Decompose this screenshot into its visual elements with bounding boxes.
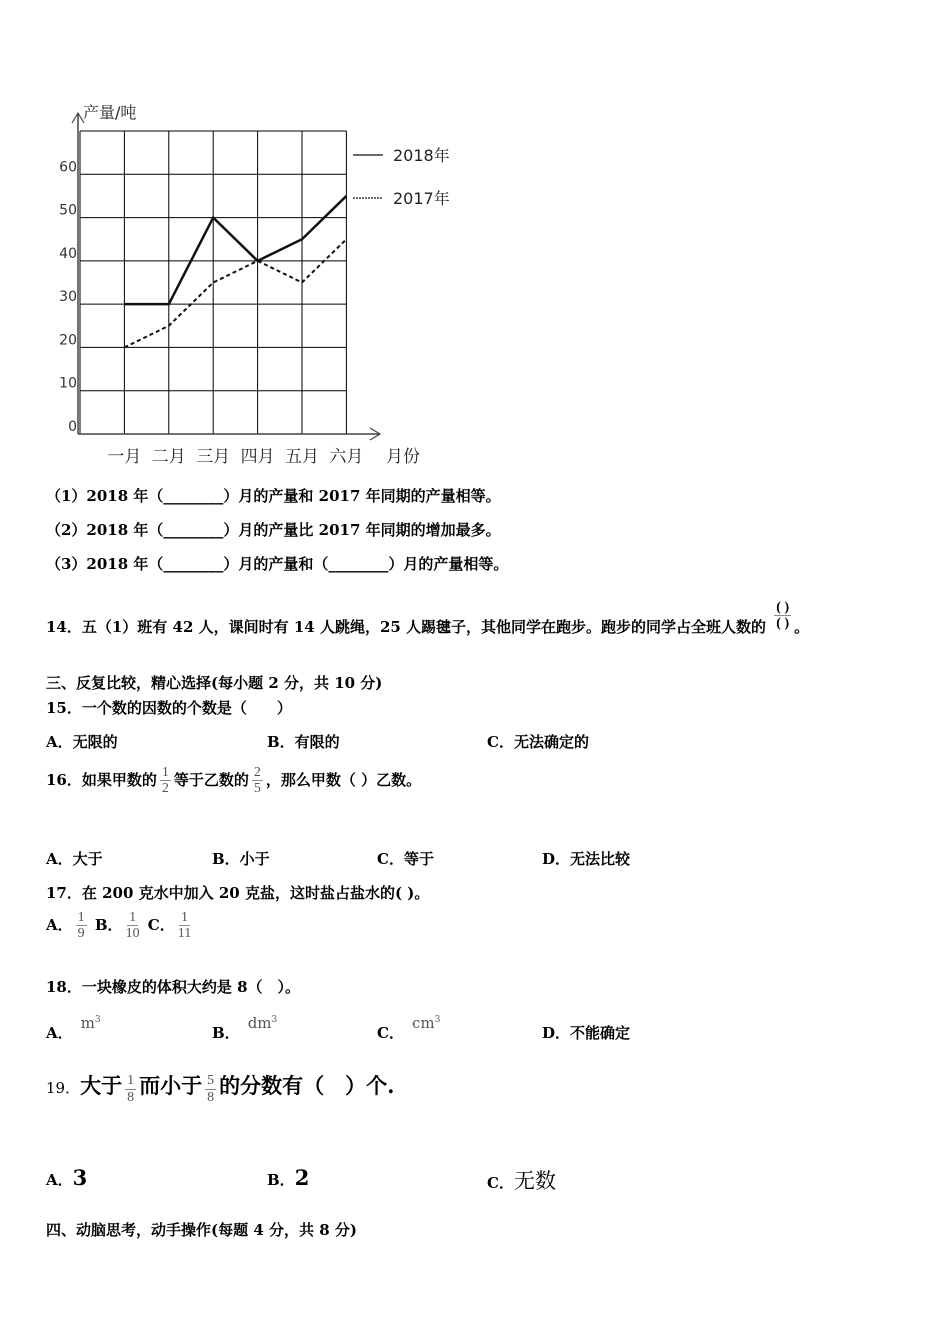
label: B． (267, 1171, 295, 1189)
q19-text: 的分数有（ ）个. (219, 1073, 395, 1098)
numerator: 1 (129, 910, 137, 925)
q17: 17．在 200 克水中加入 20 克盐，这时盐占盐水的( )。 (46, 884, 430, 902)
numerator: 2 (253, 765, 261, 780)
q19-text: 大于 (80, 1073, 123, 1098)
q14-answer-fraction (774, 600, 791, 632)
q16-option-a: A．大于 (46, 850, 103, 868)
section-4-heading: 四、动脑思考，动手操作(每题 4 分，共 8 分) (46, 1221, 357, 1239)
q14 (46, 600, 810, 644)
denominator: 5 (253, 781, 261, 797)
q13-part1: （1）2018 年（________）月的产量和 2017 年同期的产量相等。 (46, 487, 501, 505)
q14-end: 。 (794, 617, 810, 636)
section-3-heading: 三、反复比较，精心选择(每小题 2 分，共 10 分) (46, 674, 383, 692)
x-tick-label: 三月 (196, 447, 231, 467)
y-tick-label: 30 (59, 289, 77, 306)
y-tick-label: 10 (59, 375, 77, 392)
unit: cm (411, 1014, 435, 1032)
label: A． (46, 1024, 73, 1042)
q19-option-b (267, 1165, 309, 1190)
y-tick-label: 60 (59, 159, 77, 176)
label: C． (377, 1024, 404, 1042)
label: A． (46, 1171, 73, 1189)
y-axis-label: 产量/吨 (83, 103, 137, 122)
q16-option-c: C．等于 (377, 850, 434, 868)
q19-text: 而小于 (139, 1073, 203, 1098)
q17-option-a: A． (46, 915, 73, 934)
unit: m (80, 1014, 95, 1032)
unit-m3 (81, 1014, 101, 1032)
fraction-1-8 (125, 1073, 136, 1105)
q17-options (46, 910, 194, 942)
exponent: 3 (271, 1015, 278, 1025)
x-tick-label: 一月 (107, 447, 142, 467)
x-tick-label: 四月 (240, 447, 275, 467)
series-line-2017年 (124, 239, 346, 347)
denominator: 11 (177, 926, 192, 942)
denominator: 10 (125, 926, 140, 942)
denominator: 8 (127, 1089, 135, 1105)
unit-cm3 (412, 1014, 440, 1032)
y-tick-label: 50 (59, 202, 77, 219)
x-axis-label: 月份 (386, 447, 420, 467)
value: 2 (294, 1165, 310, 1190)
q19 (46, 1070, 394, 1105)
fraction-1-9 (76, 910, 87, 942)
line-chart (0, 0, 470, 480)
q17-option-b: B． (94, 915, 123, 934)
x-tick-label: 六月 (329, 447, 364, 467)
x-tick-label: 五月 (285, 447, 319, 467)
q16-text: 等于乙数的 (173, 770, 249, 789)
label: B． (212, 1024, 240, 1042)
q18: 18．一块橡皮的体积大约是 8（ ）。 (46, 978, 301, 996)
q18-option-a (46, 1014, 101, 1043)
label: C． (487, 1174, 514, 1192)
q15-option-a: A．无限的 (46, 733, 118, 751)
numerator: ( ) (776, 600, 790, 615)
q19-option-a (46, 1165, 87, 1190)
fraction-2-5 (252, 765, 263, 797)
value: 无数 (513, 1169, 556, 1193)
unit-dm3 (248, 1014, 278, 1032)
q16-text: 16．如果甲数的 (46, 770, 157, 789)
numerator: 1 (180, 910, 188, 925)
fraction-1-10 (126, 910, 140, 942)
series-line-2018年 (124, 196, 346, 304)
q16-option-b: B．小于 (212, 850, 270, 868)
y-tick-label: 0 (68, 419, 77, 435)
fraction-5-8 (205, 1073, 216, 1105)
q18-option-d: D．不能确定 (542, 1024, 631, 1042)
q13-part2: （2）2018 年（________）月的产量比 2017 年同期的增加最多。 (46, 521, 501, 539)
exponent: 3 (94, 1015, 101, 1025)
q16-option-d: D．无法比较 (542, 850, 631, 868)
y-tick-label: 20 (59, 332, 77, 349)
legend-label: 2017年 (393, 189, 450, 208)
q17-option-c: C． (147, 915, 175, 934)
legend-label: 2018年 (393, 146, 450, 165)
value: 3 (72, 1165, 88, 1190)
numerator: 1 (127, 1073, 135, 1089)
fraction-1-11 (178, 910, 191, 942)
q15-option-b: B．有限的 (267, 733, 340, 751)
q13-part3: （3）2018 年（________）月的产量和（________）月的产量相等。 (46, 555, 509, 573)
numerator: 1 (161, 765, 169, 780)
unit: dm (247, 1014, 272, 1032)
numerator: 5 (207, 1073, 215, 1089)
y-tick-label: 40 (59, 245, 77, 262)
q19-number: 19． (46, 1079, 81, 1097)
q15-option-c: C．无法确定的 (487, 733, 589, 751)
q14-text: 14．五（1）班有 42 人，课间时有 14 人跳绳，25 人踢毽子，其他同学在跑步。跑步的同学占全班人数的 (46, 617, 767, 636)
numerator: 1 (77, 910, 85, 925)
denominator: 8 (207, 1089, 215, 1105)
q15: 15．一个数的因数的个数是（ ） (46, 699, 292, 717)
x-tick-label: 二月 (151, 447, 186, 467)
denominator: 2 (161, 781, 169, 797)
q18-option-b (212, 1014, 278, 1043)
denominator: 9 (77, 926, 85, 942)
q16-text: ，那么甲数（ ）乙数。 (265, 770, 422, 789)
q16 (46, 765, 421, 797)
q19-option-c (487, 1165, 556, 1195)
denominator: ( ) (776, 616, 790, 632)
exponent: 3 (434, 1015, 441, 1025)
fraction-1-2 (160, 765, 171, 797)
q18-option-c (377, 1014, 441, 1043)
